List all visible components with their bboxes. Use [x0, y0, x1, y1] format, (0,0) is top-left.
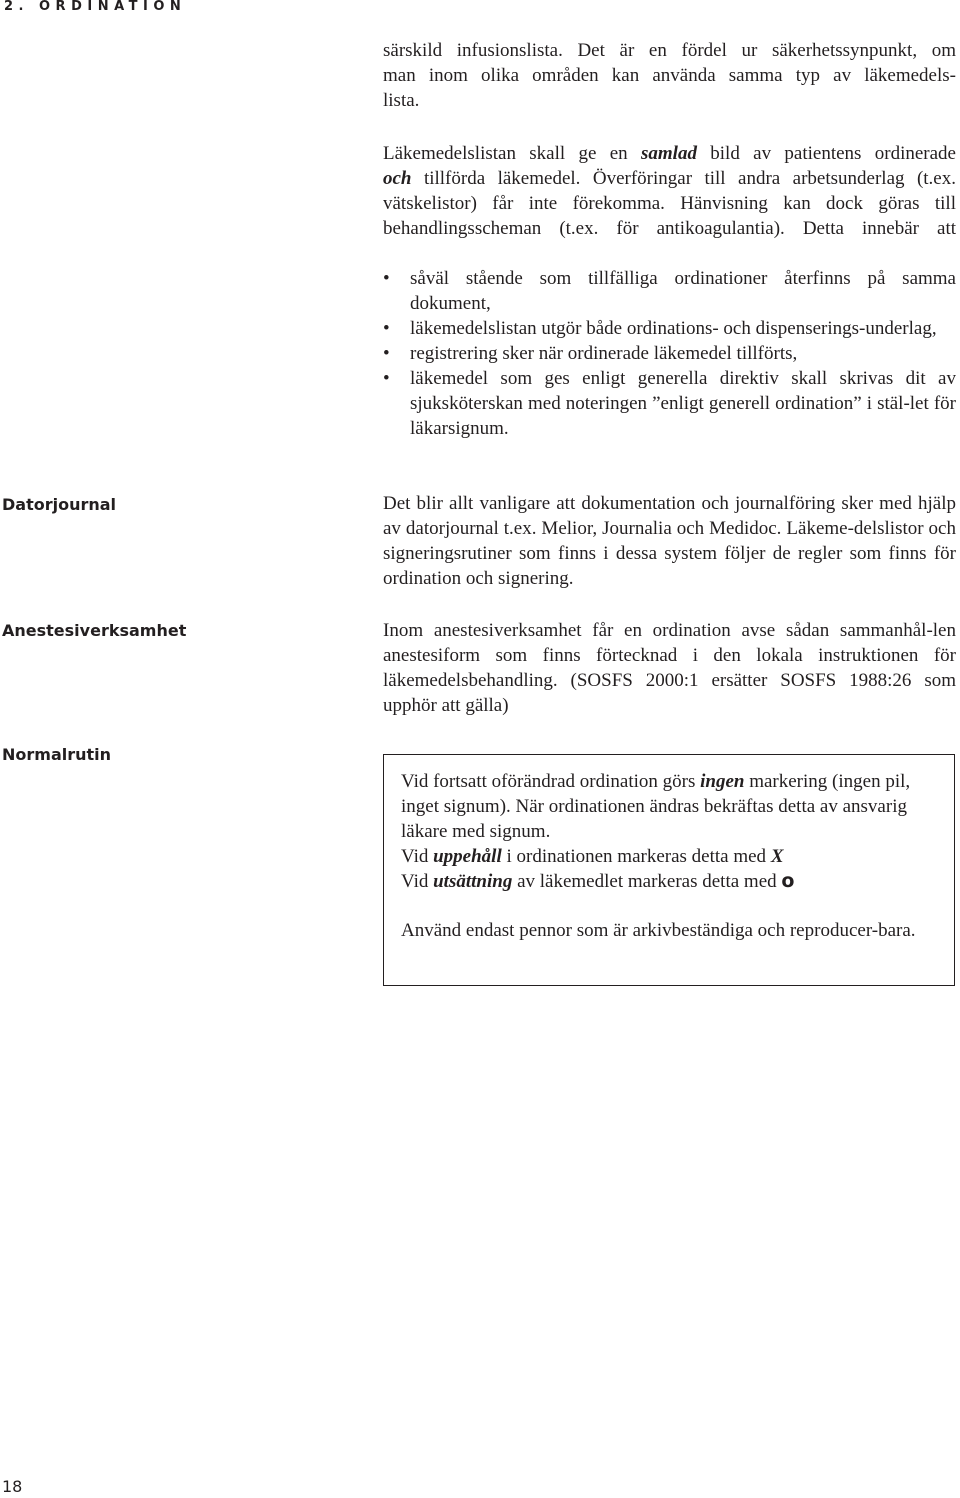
mark-symbol: X — [770, 846, 784, 867]
heading-anestesiverksamhet: Anestesiverksamhet — [2, 621, 187, 640]
page-number: 18 — [2, 1477, 23, 1496]
emphasis: och — [383, 168, 412, 189]
text-line: särskild infusionslista. Det är en fördel ur säkerhetssynpunkt, om — [383, 40, 956, 61]
paragraph-infusion — [383, 38, 956, 113]
list-item: • registrering sker när ordinerade läkemedel tillförts, — [383, 341, 956, 366]
text-line: Läkemedelslistan skall ge en samlad bild av patientens ordinerade — [383, 143, 956, 164]
paragraph-anestesiverksamhet: Inom anestesiverksamhet får en ordination avse sådan sammanhål-len anestesiform som finns förtecknad i den lokala instruktionen för läkemedelsbehandling. (SOSFS 2000:1 ersätter SOSFS 1988:26 som upphör att gälla) — [383, 620, 956, 716]
text-line: man inom olika områden kan använda samma typ av läkemedels- — [383, 65, 956, 86]
box-paragraph: Använd endast pennor som är arkivbeständiga och reproducer-bara. — [401, 920, 916, 941]
emphasis: ingen — [700, 771, 745, 792]
box-paragraph: Vid uppehåll i ordinationen markeras detta med X — [401, 846, 784, 867]
list-item: • såväl stående som tillfälliga ordinationer återfinns på samma dokument, — [383, 266, 956, 316]
emphasis: utsättning — [433, 871, 513, 892]
paragraph-lakemedelslistan — [383, 141, 956, 241]
mark-symbol: o — [781, 870, 795, 892]
box-paragraph: Vid utsättning av läkemedlet markeras detta med o — [401, 870, 795, 892]
text-line: och tillförda läkemedel. Överföringar till andra arbetsunderlag (t.ex. — [383, 168, 956, 189]
bullet-list — [383, 266, 956, 441]
text-line: behandlingsscheman (t.ex. för antikoagulantia). Detta innebär att — [383, 218, 956, 239]
normalrutin-box — [383, 754, 955, 986]
emphasis: samlad — [641, 143, 697, 164]
box-paragraph: Vid fortsatt oförändrad ordination görs ingen markering (ingen pil, inget signum). När ordinationen ändras bekräftas detta av ansvarig läkare med signum. — [401, 771, 911, 842]
list-item: • läkemedel som ges enligt generella direktiv skall skrivas dit av sjuksköterskan med noteringen ”enligt generell ordination” i stäl-let för läkarsignum. — [383, 366, 956, 441]
chapter-header: 2. ORDINATION — [4, 0, 187, 14]
paragraph-datorjournal: Det blir allt vanligare att dokumentation och journalföring sker med hjälp av datorjournal t.ex. Melior, Journalia och Medidoc. Läkeme-delslistor och signeringsrutiner som finns i dessa system följer de regler som finns för ordination och signering. — [383, 493, 956, 589]
heading-normalrutin: Normalrutin — [2, 745, 112, 764]
emphasis: uppehåll — [433, 846, 502, 867]
list-item: • läkemedelslistan utgör både ordinations- och dispenserings-underlag, — [383, 316, 956, 341]
text-line: vätskelistor) får inte förekomma. Hänvisning kan dock göras till — [383, 193, 956, 214]
heading-datorjournal: Datorjournal — [2, 495, 117, 514]
text-line: lista. — [383, 90, 420, 111]
